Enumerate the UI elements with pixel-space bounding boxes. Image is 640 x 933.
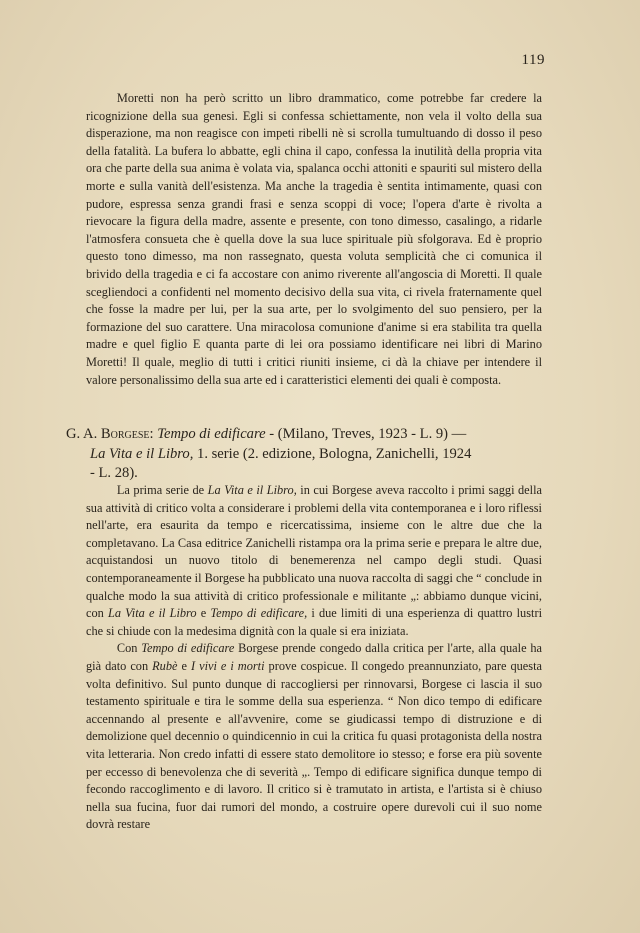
author-surname: Borgese: [100, 426, 150, 442]
p3-italic-1: Tempo di edificare: [141, 641, 235, 656]
paragraph-moretti: [86, 90, 542, 389]
bibliography-line-2: [66, 445, 542, 465]
book-title-la-vita-e-il-libro: La Vita e il Libro,: [90, 445, 194, 462]
book-details-2: 1. serie (2. edizione, Bologna, Zanichelli, 1924: [193, 445, 472, 462]
paragraph-1-text: Moretti non ha però scritto un libro drammatico, come potrebbe far credere la ricognizione della sua genesi. Egli si confessa schiettamente, non vela il volto della sua disperazione, ma non reagisce con impeti ribelli nè si scrolla tumultuando di dosso il peso della fatalità. La bufera lo abbatte, egli china il capo, confessa la inutilità della propria vita ora che parte della sua anima è volata via, spalanca occhi attoniti e spauriti sul mistero della morte e sulla vanità dell'esistenza. Ma anche la tragedia è sentita intimamente, quasi con pudore, espressa senza grandi frasi e senza scoppi di voce; l'opera d'arte è rivolta a rievocare la figura della madre, assente e presente, con tono dimesso, casalingo, a ridarle l'atmosfera consueta che è quella dove la sua luce spirituale più sfolgorava. Ed è proprio questo tono dimesso, ma non rassegnato, questa voluta semplicità che ci comunica il brivido della tragedia e ci fa accostare con animo riverente all'angoscia di Moretti. Il quale scegliendoci a confidenti nel momento decisivo della sua vita, ci rivela fraternamente quel che fosse la madre per lui, per la sua arte, per lo svolgimento del suo pensiero, per la formazione del suo carattere. Una miracolosa comunione d'anime si era stabilita tra quella madre e quel figlio E quanta parte di lei ora possiamo identificare nei libri di Marino Moretti! Il quale, meglio di tutti i critici riuniti insieme, ci dà la chiave per intendere il valore personalissimo della sua arte ed i caratteristici elementi dei quali è composta.: [86, 91, 542, 387]
p2-italic-3: Tempo di edificare,: [210, 606, 308, 621]
p3-italic-2: Rubè: [152, 658, 178, 673]
p2-text-4: i due limiti di una esperienza di quattro lustri che si chiude con la medesima dignità con la quale si era iniziata.: [86, 606, 542, 638]
bibliography-line-3: [66, 464, 542, 484]
bibliography-line-1: [66, 425, 542, 445]
paragraph-2-text: [86, 482, 542, 640]
review-body: [86, 482, 542, 834]
bib-colon: :: [149, 426, 154, 442]
book-details-1: - (Milano, Treves, 1923 - L. 9) —: [265, 426, 467, 442]
p2-text-1: La prima serie de: [116, 483, 208, 497]
p2-italic-1: La Vita e il Libro,: [207, 483, 297, 497]
book-title-tempo-di-edificare: Tempo di edificare: [157, 426, 266, 442]
p3-text-3: e: [177, 658, 191, 673]
p2-text-2: in cui Borgese aveva raccolto i primi saggi della sua attività di critico volta a considerare i problemi della vita contemporanea e i loro riflessi nell'arte, era esaurita da tempo e ricercatissima, insieme con le altre due che la completavano. La Casa editrice Zanichelli ristampa ora la prima serie e prepara le altre due, acquistandosi un nuovo titolo di benemerenza nel campo degli studi. Quasi contemporaneamente il Borgese ha pubblicato una nuova raccolta di saggi che “ conclude in qualche modo la sua attività di critico professionale e militante „: abbiamo dunque vicini, con: [86, 483, 542, 621]
paragraph-3-text: [86, 640, 542, 834]
bibliography-entry: [66, 425, 542, 484]
p3-text-4: prove cospicue. Il congedo preannunziato, pare questa volta definitivo. Sul punto dunque di raccogliersi per rinnovarsi, Borgese ci lascia il suo testamento spirituale e tira le somme della sua esperienza. “ Non dico tempo di edificare accennando al presente e all'avvenire, come se giudicassi tempo di distruzione e di demolizione quel decennio o quindicennio in cui la critica fu quasi protagonista della nostra vita letteraria. Non credo infatti di essere stato demolitore io stesso; e forse era più sovente per eccesso di benevolenza che di severità „. Tempo di edificare significa dunque tempo di fecondo raccoglimento e di lavoro. Il critico si è tramutato in artista, e l'artista si è chiuso nella sua fucina, fuor dai rumori del mondo, a costruire opere durevoli cui il suo nome dovrà restare: [86, 658, 542, 832]
page-number: 119: [521, 52, 545, 68]
p2-text-3: e: [196, 606, 211, 621]
p3-text-1: Con: [116, 641, 142, 656]
author-initials: G. A.: [66, 426, 98, 442]
p3-italic-3: I vivi e i morti: [190, 658, 265, 673]
p2-italic-2: La Vita e il Libro: [107, 606, 197, 621]
p3-text-2: Borgese prende congedo dalla critica per l'arte, alla quale ha già dato con: [86, 641, 543, 673]
book-details-3: - L. 28).: [90, 465, 138, 482]
